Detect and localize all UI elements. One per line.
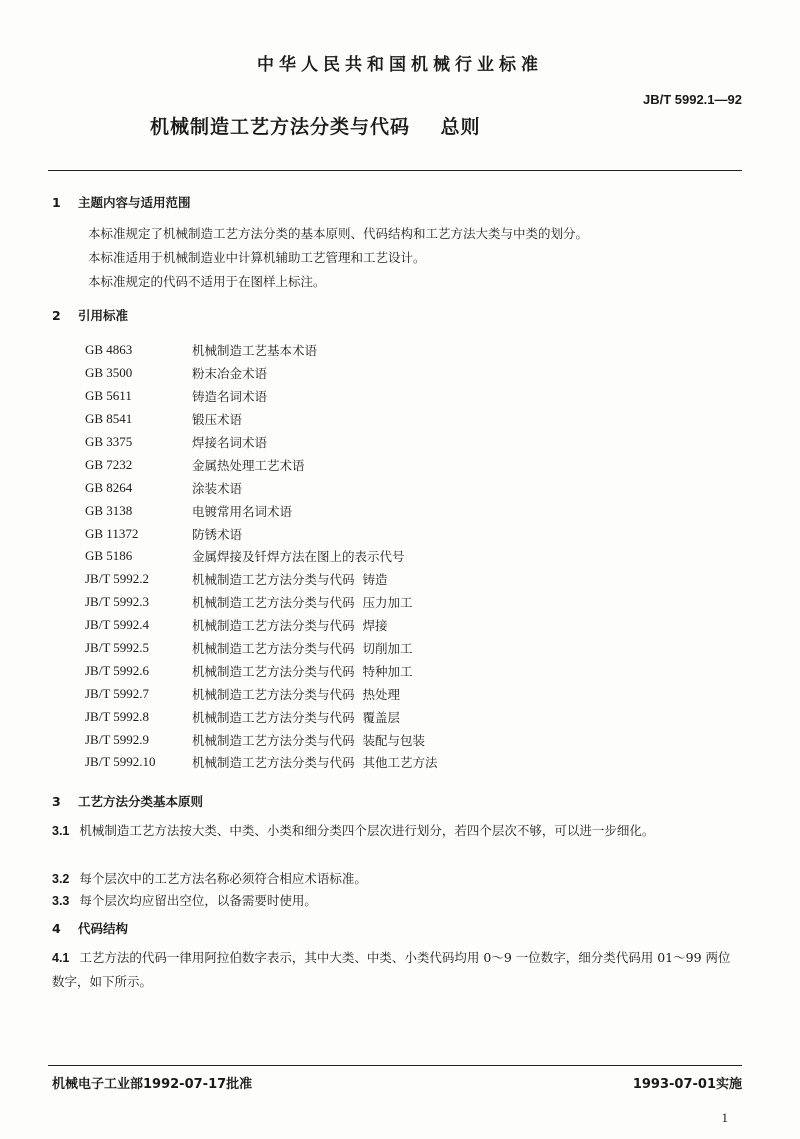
clause-4-1 [52,946,742,994]
reference-title: 铸造名词术语 [192,389,268,405]
reference-row [85,682,437,705]
reference-code: GB 8264 [85,479,133,495]
reference-code: JB/T 5992.4 [85,617,150,633]
standard-number: JB/T 5992.1—92 [642,92,742,107]
header-divider [48,170,742,171]
clause-text: 每个层次均应留出空位，以备需要时使用。 [79,893,317,908]
reference-title: 机械制造工艺方法分类与代码 铸造 [192,572,388,588]
reference-title: 金属焊接及钎焊方法在图上的表示代号 [192,549,405,565]
reference-row [85,362,437,385]
reference-title: 机械制造工艺基本术语 [192,343,318,359]
clause-number: 3.2 [52,872,70,886]
reference-row [85,499,437,522]
section-title: 工艺方法分类基本原则 [78,794,204,809]
issuing-organization: 中华人民共和国机械行业标准 [257,55,543,75]
clause-text: 机械制造工艺方法按大类、中类、小类和细分类四个层次进行划分，若四个层次不够，可以进一步细化。 [79,823,655,838]
reference-title: 电镀常用名词术语 [192,503,293,519]
reference-title: 机械制造工艺方法分类与代码 装配与包装 [192,732,425,748]
section-title: 引用标准 [78,308,129,323]
reference-code: JB/T 5992.7 [85,685,150,701]
reference-row [85,339,437,362]
reference-row [85,705,437,728]
reference-title: 机械制造工艺方法分类与代码 焊接 [192,618,388,634]
reference-row [85,476,437,499]
section-number: 4 [52,921,61,936]
reference-title: 防锈术语 [192,526,243,542]
reference-row [85,637,437,660]
reference-row [85,591,437,614]
reference-code: JB/T 5992.3 [85,594,150,610]
reference-row [85,751,437,774]
reference-code: GB 3138 [85,502,133,518]
approval-line: 机械电子工业部1992-07-17批准 [52,1077,253,1092]
paragraph: 本标准规定了机械制造工艺方法分类的基本原则、代码结构和工艺方法大类与中类的划分。 [88,226,589,241]
section-1-heading [52,193,191,211]
reference-row [85,431,437,454]
clause-text: 工艺方法的代码一律用阿拉伯数字表示，其中大类、中类、小类代码均用 0～9 一位数字，细分类代码用 01～99 两位数字，如下所示。 [52,950,731,989]
clause-number: 4.1 [52,951,70,965]
reference-row [85,522,437,545]
paragraph: 本标准适用于机械制造业中计算机辅助工艺管理和工艺设计。 [88,250,426,265]
clause-3-1 [52,819,742,843]
reference-code: GB 7232 [85,456,133,472]
reference-title: 金属热处理工艺术语 [192,457,305,473]
reference-row [85,614,437,637]
reference-title: 机械制造工艺方法分类与代码 切削加工 [192,641,413,657]
reference-code: GB 3375 [85,434,133,449]
page-number: 1 [721,1110,728,1125]
reference-code: GB 4863 [85,342,133,358]
reference-code: JB/T 5992.6 [85,662,150,678]
section-title: 主题内容与适用范围 [78,195,191,210]
section-4-heading [52,919,128,937]
implementation-date: 1993-07-01实施 [632,1077,742,1092]
reference-title: 焊接名词术语 [192,435,268,450]
reference-code: JB/T 5992.10 [85,754,156,770]
reference-title: 涂装术语 [192,480,243,496]
reference-code: JB/T 5992.9 [85,731,150,747]
paragraph: 本标准规定的代码不适用于在图样上标注。 [88,274,326,289]
reference-code: GB 11372 [85,525,139,541]
section-number: 1 [52,195,61,210]
reference-title: 机械制造工艺方法分类与代码 其他工艺方法 [192,755,438,771]
section-number: 2 [52,308,61,323]
reference-code: GB 8541 [85,411,133,427]
section-2-heading [52,306,128,324]
reference-title: 粉末冶金术语 [192,366,268,382]
clause-text: 每个层次中的工艺方法名称必须符合相应术语标准。 [79,871,367,886]
clause-3-3 [52,889,742,913]
reference-title: 机械制造工艺方法分类与代码 特种加工 [192,663,413,679]
reference-code: JB/T 5992.2 [85,571,150,587]
reference-code: GB 5186 [85,548,133,564]
reference-title: 机械制造工艺方法分类与代码 压力加工 [192,595,413,611]
reference-code: JB/T 5992.8 [85,708,150,724]
reference-code: GB 3500 [85,365,133,381]
reference-row [85,408,437,431]
reference-code: JB/T 5992.5 [85,640,150,656]
section-3-heading [52,792,203,810]
document-title: 机械制造工艺方法分类与代码 总则 [150,116,481,138]
section-title: 代码结构 [78,921,129,936]
clause-number: 3.3 [52,894,70,908]
reference-title: 机械制造工艺方法分类与代码 覆盖层 [192,709,400,725]
reference-list [85,339,437,774]
reference-title: 锻压术语 [192,412,243,428]
reference-row [85,568,437,591]
reference-row [85,453,437,476]
reference-row [85,728,437,751]
footer-divider [48,1065,742,1066]
clause-number: 3.1 [52,824,70,838]
section-number: 3 [52,794,61,809]
reference-row [85,545,437,568]
reference-code: GB 5611 [85,388,132,404]
clause-3-2 [52,867,742,891]
reference-row [85,659,437,682]
reference-title: 机械制造工艺方法分类与代码 热处理 [192,686,400,702]
reference-row [85,385,437,408]
